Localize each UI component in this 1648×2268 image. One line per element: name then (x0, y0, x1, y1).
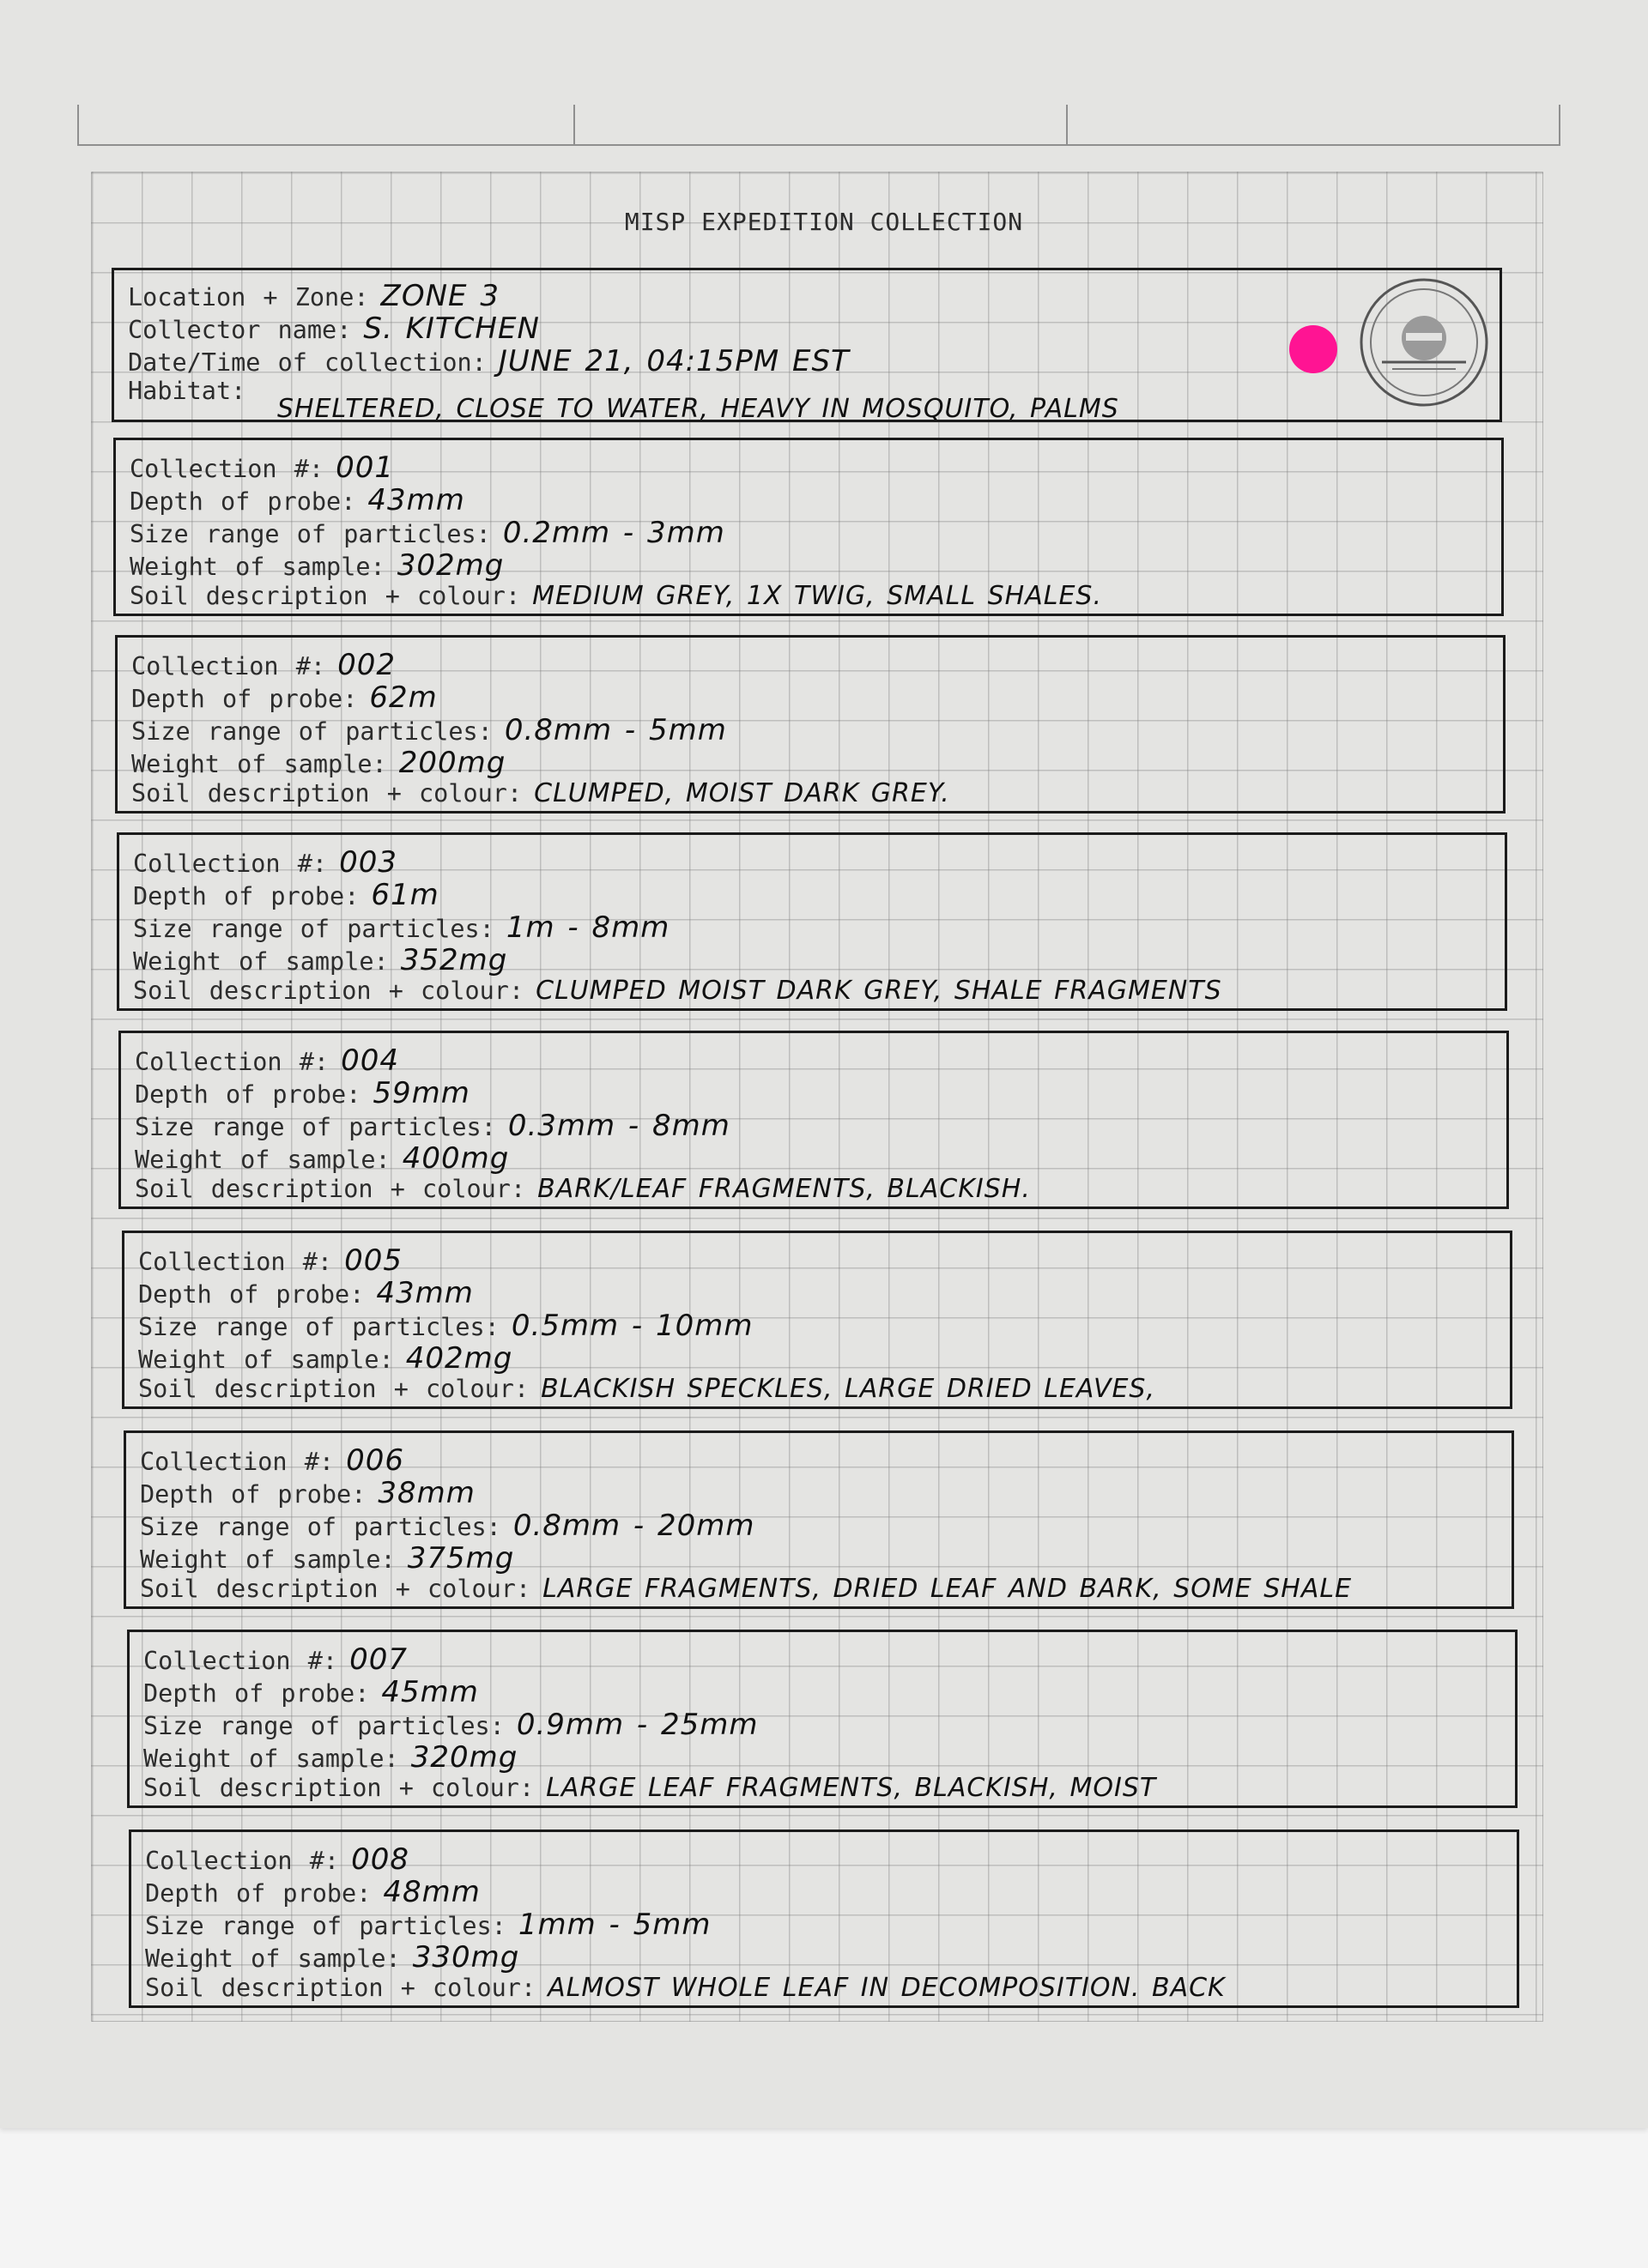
location-label: Location + Zone: (128, 283, 369, 311)
depth-label: Depth of probe: (133, 882, 360, 910)
size-label: Size range of particles: (143, 1712, 505, 1740)
depth-value: 59mm (373, 1076, 470, 1110)
seal-icon (1358, 276, 1490, 408)
collection-number: 002 (337, 648, 396, 682)
date-label: Date/Time of collection: (128, 348, 487, 377)
weight-label: Weight of sample: (131, 750, 387, 778)
soil-value: CLUMPED, MOIST DARK GREY. (534, 778, 950, 808)
location-value: ZONE 3 (380, 279, 500, 313)
collection-number: 004 (341, 1043, 399, 1078)
collection-number: 008 (351, 1842, 409, 1877)
soil-label: Soil description + colour: (145, 1974, 536, 2002)
collection-label: Collection #: (143, 1647, 338, 1675)
soil-value: LARGE FRAGMENTS, DRIED LEAF AND BARK, SOME SHALE (542, 1574, 1353, 1604)
size-label: Size range of particles: (131, 717, 493, 746)
soil-value: BLACKISH SPECKLES, LARGE DRIED LEAVES, (541, 1374, 1155, 1404)
collection-box (124, 1430, 1514, 1609)
size-label: Size range of particles: (133, 915, 494, 943)
size-label: Size range of particles: (135, 1113, 496, 1141)
collection-number: 007 (349, 1642, 408, 1677)
weight-label: Weight of sample: (140, 1545, 396, 1574)
depth-label: Depth of probe: (131, 685, 358, 713)
weight-value: 200mg (398, 746, 506, 780)
collector-line (128, 311, 540, 346)
weight-label: Weight of sample: (130, 553, 385, 581)
collector-label: Collector name: (128, 316, 352, 344)
form-title: MISP EXPEDITION COLLECTION (624, 208, 1024, 236)
depth-value: 38mm (378, 1476, 476, 1510)
soil-value: ALMOST WHOLE LEAF IN DECOMPOSITION. BACK (548, 1973, 1226, 2003)
collection-label: Collection #: (135, 1048, 330, 1076)
size-label: Size range of particles: (130, 520, 491, 548)
depth-label: Depth of probe: (138, 1280, 365, 1309)
collection-box (129, 1830, 1519, 2008)
soil-label: Soil description + colour: (131, 779, 523, 807)
soil-value: MEDIUM GREY, 1X TWIG, SMALL SHALES. (532, 581, 1102, 611)
depth-value: 45mm (381, 1675, 479, 1709)
weight-value: 320mg (410, 1740, 518, 1775)
soil-value: CLUMPED MOIST DARK GREY, SHALE FRAGMENTS (536, 976, 1222, 1006)
size-value: 1m - 8mm (506, 910, 670, 945)
size-value: 0.9mm - 25mm (516, 1708, 759, 1742)
size-value: 0.8mm - 5mm (504, 713, 727, 747)
soil-label: Soil description + colour: (130, 582, 521, 610)
soil-label: Soil description + colour: (143, 1774, 535, 1802)
depth-label: Depth of probe: (130, 487, 356, 516)
depth-label: Depth of probe: (135, 1080, 361, 1109)
weight-value: 402mg (405, 1341, 513, 1376)
soil-label: Soil description + colour: (140, 1575, 531, 1603)
collection-label: Collection #: (138, 1248, 333, 1276)
weight-label: Weight of sample: (143, 1745, 399, 1773)
soil-label: Soil description + colour: (138, 1375, 530, 1403)
depth-value: 43mm (367, 483, 465, 517)
depth-label: Depth of probe: (145, 1879, 372, 1908)
weight-value: 302mg (397, 548, 505, 583)
weight-value: 352mg (400, 943, 508, 977)
habitat-label: Habitat: (128, 377, 246, 405)
depth-label: Depth of probe: (143, 1679, 370, 1708)
depth-value: 43mm (376, 1276, 474, 1310)
strip-divider (1066, 105, 1068, 144)
weight-value: 400mg (402, 1141, 510, 1176)
soil-value: LARGE LEAF FRAGMENTS, BLACKISH, MOIST (546, 1773, 1157, 1803)
soil-value: BARK/LEAF FRAGMENTS, BLACKISH. (537, 1174, 1031, 1204)
collection-number: 005 (344, 1243, 403, 1278)
weight-label: Weight of sample: (138, 1346, 394, 1374)
date-line (128, 344, 850, 378)
size-value: 0.8mm - 20mm (512, 1509, 755, 1543)
depth-label: Depth of probe: (140, 1480, 367, 1509)
soil-label: Soil description + colour: (135, 1175, 526, 1203)
collection-box (118, 1031, 1509, 1209)
collection-label: Collection #: (130, 455, 324, 483)
collection-number: 006 (346, 1443, 404, 1478)
strip-divider (573, 105, 575, 144)
depth-value: 48mm (383, 1875, 481, 1909)
collection-number: 003 (339, 845, 397, 880)
collection-label: Collection #: (131, 652, 326, 680)
weight-value: 375mg (407, 1541, 515, 1576)
size-value: 0.3mm - 8mm (507, 1109, 730, 1143)
collection-box (122, 1231, 1512, 1409)
header-strip (77, 105, 1560, 146)
collection-box (117, 832, 1507, 1011)
collection-box (113, 438, 1504, 616)
depth-value: 61m (371, 878, 439, 912)
size-value: 0.5mm - 10mm (511, 1309, 754, 1343)
size-label: Size range of particles: (140, 1513, 501, 1541)
collection-box (127, 1630, 1518, 1808)
date-value: JUNE 21, 04:15PM EST (498, 344, 850, 378)
weight-value: 330mg (412, 1940, 520, 1975)
collection-number: 001 (336, 451, 394, 485)
location-line (128, 279, 500, 313)
pink-dot-marker (1289, 325, 1337, 373)
size-value: 0.2mm - 3mm (502, 516, 725, 550)
collection-label: Collection #: (133, 850, 328, 878)
weight-label: Weight of sample: (133, 947, 389, 976)
collection-label: Collection #: (145, 1847, 340, 1875)
depth-value: 62m (369, 680, 438, 715)
size-value: 1mm - 5mm (518, 1908, 712, 1942)
habitat-line (277, 394, 1119, 424)
collector-value: S. KITCHEN (363, 311, 540, 346)
soil-label: Soil description + colour: (133, 977, 524, 1005)
size-label: Size range of particles: (138, 1313, 500, 1341)
weight-label: Weight of sample: (135, 1146, 391, 1174)
weight-label: Weight of sample: (145, 1944, 401, 1973)
size-label: Size range of particles: (145, 1912, 506, 1940)
habitat-value: SHELTERED, CLOSE TO WATER, HEAVY IN MOSQUITO, PALMS (277, 394, 1119, 424)
collection-label: Collection #: (140, 1448, 335, 1476)
collection-box (115, 635, 1506, 813)
